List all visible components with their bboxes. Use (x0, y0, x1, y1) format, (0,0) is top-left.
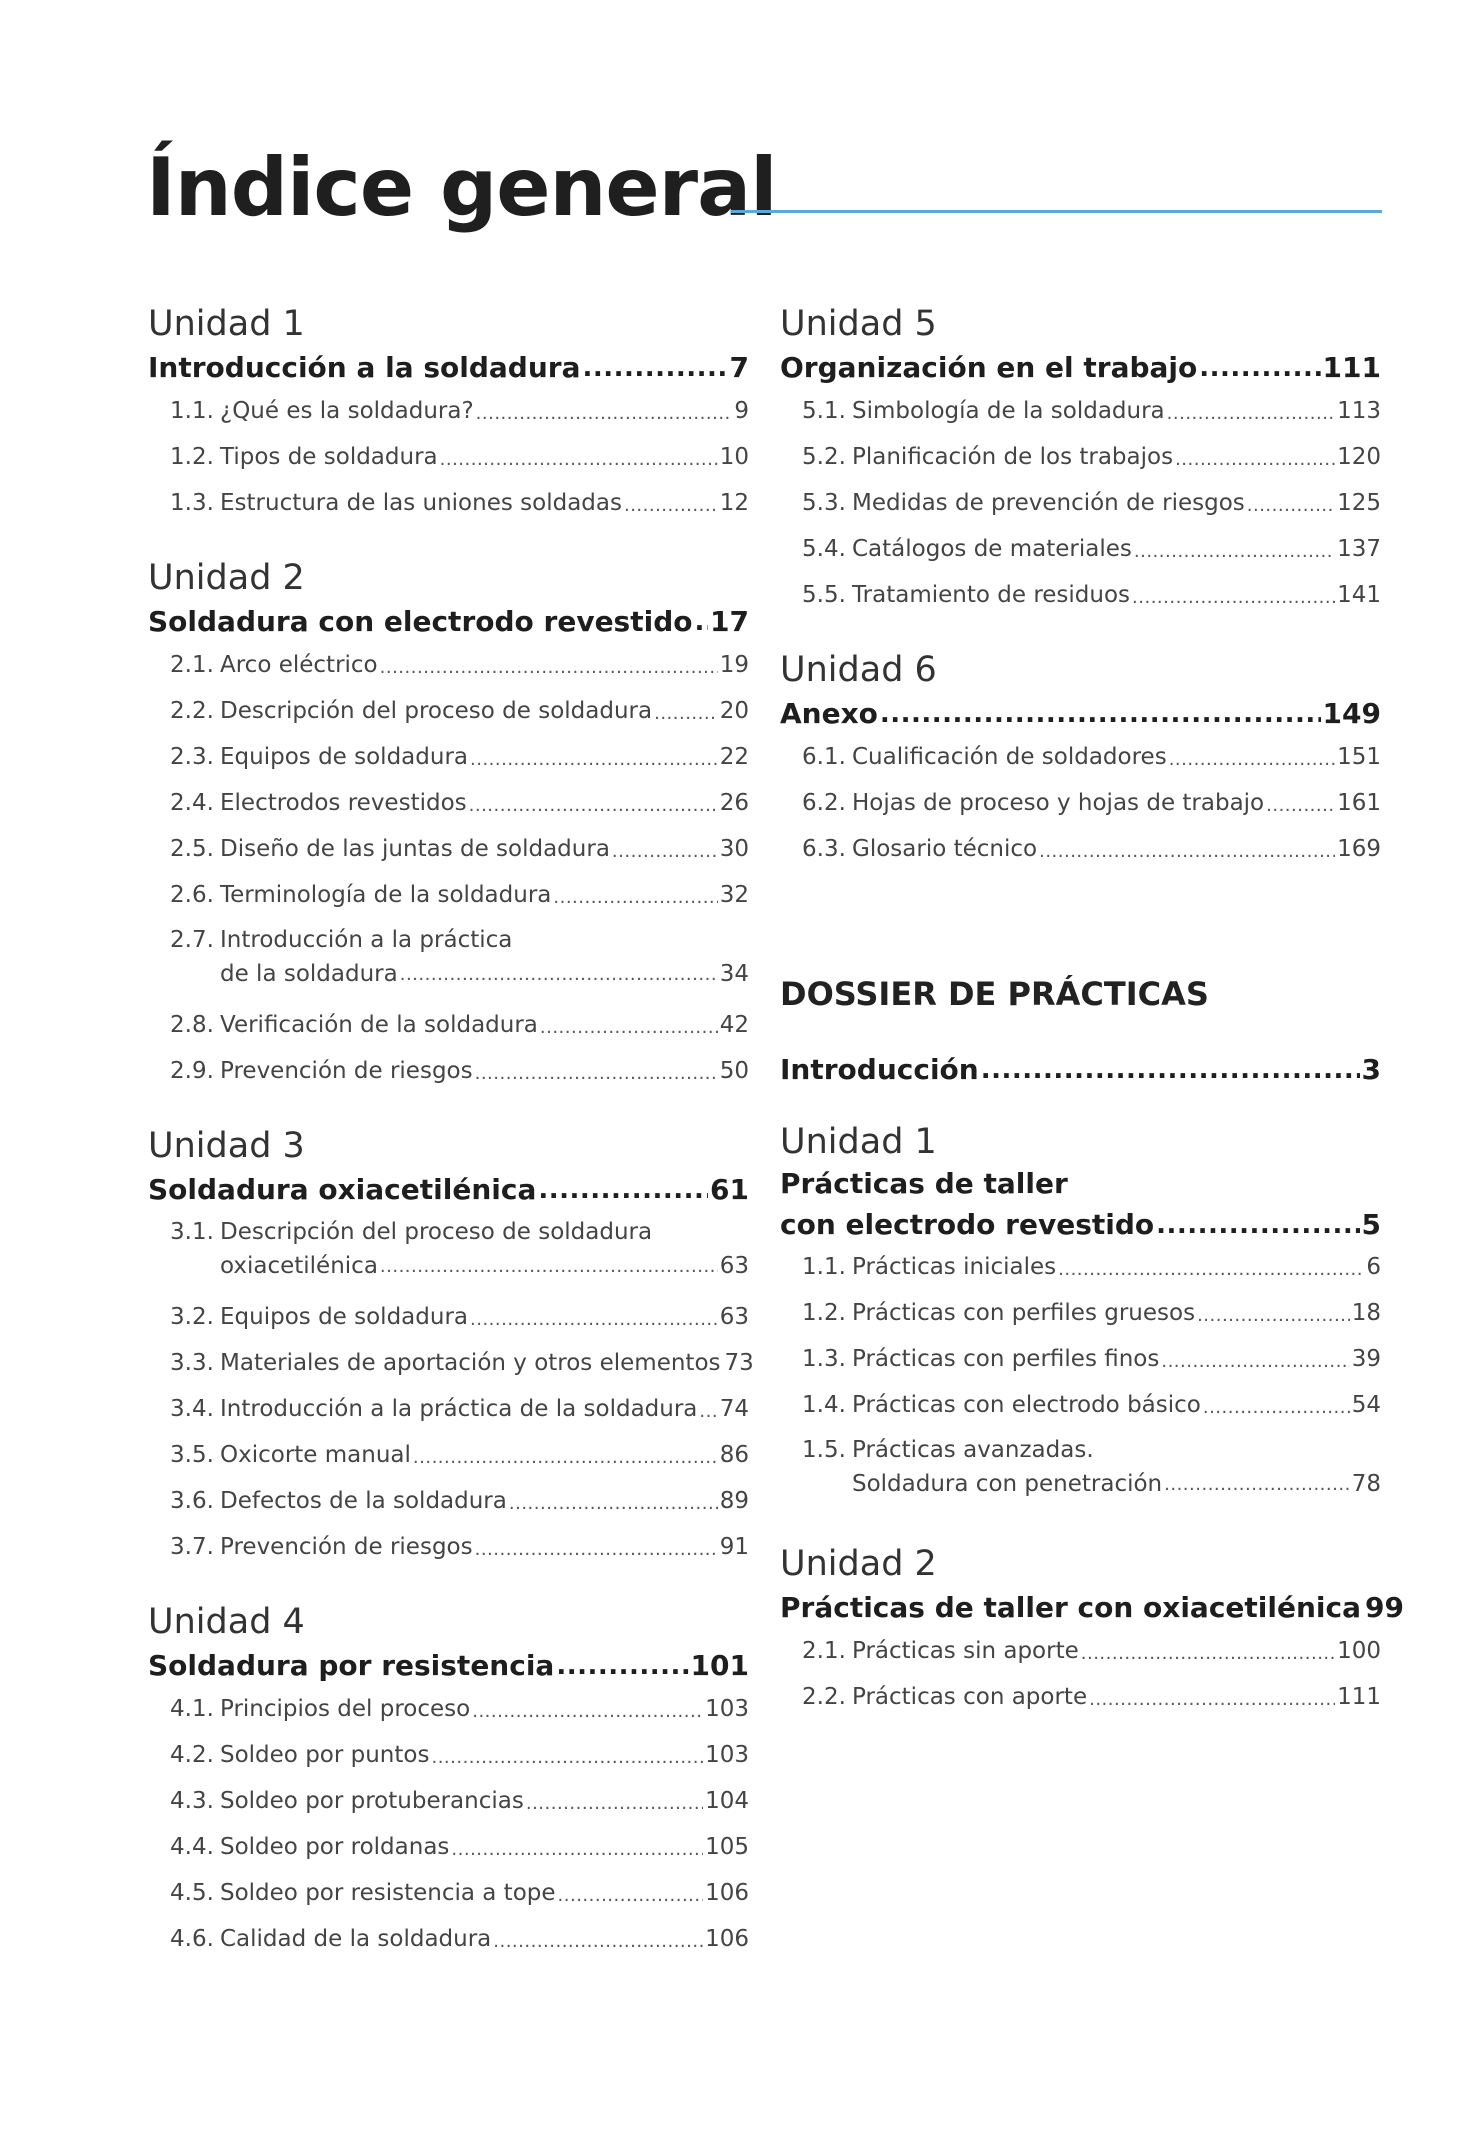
entry-number: 1.3. (802, 1346, 846, 1372)
unit-label: Unidad 5 (780, 304, 937, 344)
entry-number: 2.9. (170, 1058, 214, 1084)
toc-entry[interactable] (148, 1824, 749, 1870)
entry-number: 2.2. (170, 698, 214, 724)
dot-leader (1199, 348, 1320, 388)
dot-leader (380, 1248, 718, 1282)
entry-text: Introducción a la soldadura (148, 351, 581, 384)
entry-number: 2.6. (170, 882, 214, 908)
page-number: 63 (719, 1253, 749, 1279)
entry-text-cont: de la soldadura (220, 961, 398, 987)
entry-number: 4.3. (170, 1788, 214, 1814)
toc-entry[interactable] (780, 1336, 1381, 1382)
page-number: 54 (1351, 1392, 1381, 1418)
page-number: 22 (719, 744, 749, 770)
intro-entry[interactable] (780, 1050, 1381, 1090)
page-number: 103 (705, 1696, 749, 1722)
toc-entry[interactable] (780, 480, 1381, 526)
page-number: 34 (719, 961, 749, 987)
toc-entry[interactable] (780, 434, 1381, 480)
page-number: 42 (719, 1012, 749, 1038)
dot-leader (400, 956, 718, 990)
toc-entry[interactable] (148, 1216, 749, 1282)
toc-entry[interactable] (148, 734, 749, 780)
toc-entry[interactable] (780, 826, 1381, 872)
entry-text: Terminología de la soldadura (220, 882, 552, 908)
page-number: 74 (719, 1396, 749, 1422)
page-number: 106 (705, 1926, 749, 1952)
entry-number: 6.2. (802, 790, 846, 816)
toc-entry[interactable] (148, 434, 749, 480)
page-number: 3 (1361, 1053, 1381, 1086)
chapter-entry[interactable] (780, 348, 1381, 388)
page-number: 17 (710, 605, 749, 638)
toc-entry[interactable] (148, 1686, 749, 1732)
dot-leader (470, 1294, 718, 1340)
toc-entry[interactable] (780, 388, 1381, 434)
toc-entry[interactable] (148, 480, 749, 526)
toc-entry[interactable] (780, 1434, 1381, 1500)
page-number: 89 (719, 1488, 749, 1514)
dot-leader (451, 1824, 703, 1870)
entry-number: 2.4. (170, 790, 214, 816)
toc-entry[interactable] (148, 872, 749, 918)
entry-text: Estructura de las uniones soldadas (220, 490, 622, 516)
toc-entry[interactable] (780, 1628, 1381, 1674)
page-number: 169 (1337, 836, 1381, 862)
toc-entry[interactable] (780, 780, 1381, 826)
dot-leader (1161, 1336, 1349, 1382)
chapter-entry[interactable] (148, 1646, 749, 1686)
dot-leader (612, 826, 718, 872)
entry-number: 2.2. (802, 1684, 846, 1710)
entry-number: 2.5. (170, 836, 214, 862)
entry-number: 2.1. (802, 1638, 846, 1664)
page-number: 5 (1361, 1208, 1381, 1241)
entry-text: Cualificación de soldadores (852, 744, 1167, 770)
entry-text: Calidad de la soldadura (220, 1926, 492, 1952)
entry-text: Anexo (780, 697, 878, 730)
page-number: 99 (1365, 1591, 1404, 1624)
toc-entry[interactable] (148, 826, 749, 872)
entry-number: 4.4. (170, 1834, 214, 1860)
entry-number: 2.7. (170, 927, 214, 953)
entry-number: 5.3. (802, 490, 846, 516)
dot-leader (553, 872, 717, 918)
entry-number: 1.2. (170, 444, 214, 470)
entry-text: Equipos de soldadura (220, 744, 468, 770)
entry-text: Electrodos revestidos (220, 790, 467, 816)
entry-number: 5.4. (802, 536, 846, 562)
dot-leader (1039, 826, 1335, 872)
page-number: 104 (705, 1788, 749, 1814)
dot-leader (1058, 1244, 1364, 1290)
entry-text: Verificación de la soldadura (220, 1012, 538, 1038)
dot-leader (1081, 1628, 1335, 1674)
unit-label: Unidad 1 (148, 304, 305, 344)
unit-block (148, 554, 749, 1094)
chapter-entry[interactable] (148, 602, 749, 642)
entry-text: Prácticas iniciales (852, 1254, 1057, 1280)
toc-entry[interactable] (148, 1870, 749, 1916)
entry-text-cont: oxiacetilénica (220, 1253, 378, 1279)
dot-leader (469, 780, 718, 826)
page-number: 151 (1337, 744, 1381, 770)
entry-text: Principios del proceso (220, 1696, 471, 1722)
entry-number: 1.1. (170, 398, 214, 424)
chapter-entry[interactable] (148, 348, 749, 388)
unit-block (148, 1122, 754, 1570)
unit-block (780, 1540, 1404, 1720)
entry-text: Materiales de aportación y otros elementos (220, 1350, 721, 1376)
page-number: 111 (1337, 1684, 1381, 1710)
dot-leader (526, 1778, 703, 1824)
chapter-entry[interactable] (780, 694, 1381, 734)
dot-leader (880, 694, 1321, 734)
dot-leader (413, 1432, 718, 1478)
unit-block (148, 300, 749, 526)
entry-text: Organización en el trabajo (780, 351, 1198, 384)
page-number: 30 (719, 836, 749, 862)
toc-entry[interactable] (148, 1478, 749, 1524)
dot-leader (1203, 1382, 1350, 1428)
dot-leader (475, 1524, 718, 1570)
dot-leader (540, 1002, 718, 1048)
chapter-title: Prácticas de taller (780, 1167, 1068, 1200)
dot-leader (1134, 526, 1335, 572)
entry-text: Soldadura por resistencia (148, 1649, 555, 1682)
entry-text: Prácticas con perfiles finos (852, 1346, 1160, 1372)
page-number: 111 (1322, 351, 1381, 384)
entry-text: Equipos de soldadura (220, 1304, 468, 1330)
entry-number: 4.6. (170, 1926, 214, 1952)
chapter-entry[interactable] (780, 1588, 1404, 1628)
dot-leader (475, 1048, 718, 1094)
entry-text: Defectos de la soldadura (220, 1488, 507, 1514)
page-number: 10 (719, 444, 749, 470)
entry-text: Prevención de riesgos (220, 1534, 473, 1560)
entry-number: 3.6. (170, 1488, 214, 1514)
entry-text: Introducción a la práctica de la soldadura (220, 1396, 698, 1422)
dot-leader (1156, 1204, 1359, 1244)
entry-text: Introducción (780, 1053, 979, 1086)
entry-text: Soldeo por puntos (220, 1742, 430, 1768)
toc-entry[interactable] (148, 1432, 749, 1478)
entry-number: 1.5. (802, 1437, 846, 1463)
entry-number: 6.1. (802, 744, 846, 770)
entry-text: Prevención de riesgos (220, 1058, 473, 1084)
entry-text: Soldadura con electrodo revestido (148, 605, 693, 638)
toc-entry[interactable] (148, 1002, 749, 1048)
dot-leader (694, 602, 708, 642)
entry-text: Prácticas sin aporte (852, 1638, 1079, 1664)
toc-entry[interactable] (148, 1048, 749, 1094)
dot-leader (1175, 434, 1335, 480)
page-number: 91 (719, 1534, 749, 1560)
dossier-title: DOSSIER DE PRÁCTICAS (780, 975, 1209, 1013)
entry-text: Soldadura oxiacetilénica (148, 1173, 537, 1206)
entry-text: Tratamiento de residuos (852, 582, 1131, 608)
page-number: 103 (705, 1742, 749, 1768)
dot-leader (1266, 780, 1335, 826)
unit-block (148, 1598, 749, 1962)
entry-text: Descripción del proceso de soldadura (220, 1219, 653, 1245)
page-number: 6 (1366, 1254, 1381, 1280)
entry-number: 1.2. (802, 1300, 846, 1326)
entry-number: 3.4. (170, 1396, 214, 1422)
entry-text: ¿Qué es la soldadura? (220, 398, 474, 424)
toc-entry[interactable] (148, 1340, 754, 1386)
right-column (780, 300, 1404, 1720)
page-number: 7 (729, 351, 749, 384)
dot-leader (476, 388, 733, 434)
unit-block (780, 300, 1381, 618)
page-number: 73 (724, 1350, 754, 1376)
entry-text: Prácticas con aporte (852, 1684, 1088, 1710)
page-number: 32 (719, 882, 749, 908)
page-number: 161 (1337, 790, 1381, 816)
entry-text: Catálogos de materiales (852, 536, 1132, 562)
page-number: 86 (719, 1442, 749, 1468)
toc-entry[interactable] (148, 688, 749, 734)
page-number: 26 (719, 790, 749, 816)
dot-leader (654, 688, 718, 734)
dot-leader (440, 434, 718, 480)
entry-text: Hojas de proceso y hojas de trabajo (852, 790, 1265, 816)
entry-text-cont: Soldadura con penetración (852, 1471, 1163, 1497)
dot-leader (538, 1170, 708, 1210)
page-number: 63 (719, 1304, 749, 1330)
dot-leader (1164, 1466, 1350, 1500)
toc-entry[interactable] (780, 734, 1381, 780)
page-number: 78 (1351, 1471, 1381, 1497)
entry-number: 3.5. (170, 1442, 214, 1468)
dot-leader (472, 1686, 703, 1732)
entry-text: Glosario técnico (852, 836, 1038, 862)
dot-leader (624, 480, 718, 526)
entry-text: Soldeo por protuberancias (220, 1788, 524, 1814)
dot-leader (493, 1916, 703, 1962)
dot-leader (470, 734, 718, 780)
entry-number: 3.3. (170, 1350, 214, 1376)
unit-label: Unidad 3 (148, 1126, 305, 1166)
page-number: 105 (705, 1834, 749, 1860)
page-number: 137 (1337, 536, 1381, 562)
dot-leader (582, 348, 727, 388)
entry-text: Prácticas con perfiles gruesos (852, 1300, 1196, 1326)
entry-number: 3.2. (170, 1304, 214, 1330)
entry-number: 1.3. (170, 490, 214, 516)
toc-entry[interactable] (148, 1386, 749, 1432)
page-number: 50 (719, 1058, 749, 1084)
page-number: 141 (1337, 582, 1381, 608)
entry-number: 4.2. (170, 1742, 214, 1768)
entry-number: 1.1. (802, 1254, 846, 1280)
dot-leader (509, 1478, 718, 1524)
entry-number: 2.3. (170, 744, 214, 770)
page-number: 20 (719, 698, 749, 724)
chapter-entry[interactable] (148, 1170, 749, 1210)
dot-leader (1247, 480, 1335, 526)
page-number: 101 (690, 1649, 749, 1682)
dot-leader (1132, 572, 1335, 618)
unit-label: Unidad 2 (148, 558, 305, 598)
dot-leader (1089, 1674, 1335, 1720)
entry-text: Introducción a la práctica (220, 927, 513, 953)
page-number: 113 (1337, 398, 1381, 424)
dot-leader (1197, 1290, 1350, 1336)
toc-entry[interactable] (148, 1732, 749, 1778)
entry-number: 5.2. (802, 444, 846, 470)
page-number: 61 (710, 1173, 749, 1206)
page-number: 125 (1337, 490, 1381, 516)
title-rule (731, 210, 1382, 213)
entry-text: Prácticas con electrodo básico (852, 1392, 1201, 1418)
entry-number: 2.1. (170, 652, 214, 678)
toc-entry[interactable] (780, 1382, 1381, 1428)
dot-leader (380, 642, 718, 688)
toc-entry[interactable] (148, 1778, 749, 1824)
toc-entry[interactable] (148, 780, 749, 826)
entry-number: 1.4. (802, 1392, 846, 1418)
toc-entry[interactable] (148, 1524, 749, 1570)
entry-number: 3.7. (170, 1534, 214, 1560)
unit-label: Unidad 2 (780, 1544, 937, 1584)
unit-block (780, 1118, 1381, 1500)
entry-number: 5.1. (802, 398, 846, 424)
dot-leader (1169, 734, 1335, 780)
toc-entry[interactable] (780, 1674, 1381, 1720)
dot-leader (1167, 388, 1335, 434)
page-number: 120 (1337, 444, 1381, 470)
entry-text: Prácticas de taller con oxiacetilénica (780, 1591, 1361, 1624)
entry-text: Oxicorte manual (220, 1442, 411, 1468)
dot-leader (699, 1386, 717, 1432)
entry-text: Diseño de las juntas de soldadura (220, 836, 610, 862)
toc-entry[interactable] (780, 1290, 1381, 1336)
entry-number: 5.5. (802, 582, 846, 608)
entry-number: 3.1. (170, 1219, 214, 1245)
entry-text: Simbología de la soldadura (852, 398, 1165, 424)
entry-text: Planificación de los trabajos (852, 444, 1174, 470)
toc-entry[interactable] (780, 526, 1381, 572)
unit-label: Unidad 4 (148, 1602, 305, 1642)
page-number: 9 (734, 398, 749, 424)
page-title: Índice general (146, 141, 777, 234)
toc-entry[interactable] (148, 1294, 749, 1340)
unit-label: Unidad 1 (780, 1122, 937, 1162)
dot-leader (556, 1646, 688, 1686)
entry-text: Medidas de prevención de riesgos (852, 490, 1245, 516)
chapter-entry[interactable] (780, 1166, 1381, 1244)
page-number: 100 (1337, 1638, 1381, 1664)
toc-entry[interactable] (780, 572, 1381, 618)
page-number: 106 (705, 1880, 749, 1906)
entry-text: Soldeo por resistencia a tope (220, 1880, 556, 1906)
entry-text: Tipos de soldadura (220, 444, 438, 470)
toc-entry[interactable] (148, 1916, 749, 1962)
left-column (148, 300, 754, 1962)
entry-number: 6.3. (802, 836, 846, 862)
toc-entry[interactable] (148, 388, 749, 434)
unit-label: Unidad 6 (780, 650, 937, 690)
page-number: 149 (1322, 697, 1381, 730)
toc-entry[interactable] (148, 924, 749, 990)
page-number: 39 (1351, 1346, 1381, 1372)
dot-leader (981, 1050, 1360, 1090)
entry-number: 4.5. (170, 1880, 214, 1906)
entry-number: 4.1. (170, 1696, 214, 1722)
dot-leader (558, 1870, 704, 1916)
toc-entry[interactable] (780, 1244, 1381, 1290)
chapter-title-cont: con electrodo revestido (780, 1208, 1155, 1241)
page-number: 18 (1351, 1300, 1381, 1326)
entry-number: 2.8. (170, 1012, 214, 1038)
entry-text: Descripción del proceso de soldadura (220, 698, 653, 724)
toc-entry[interactable] (148, 642, 749, 688)
unit-block (780, 646, 1381, 872)
dot-leader (431, 1732, 703, 1778)
entry-text: Soldeo por roldanas (220, 1834, 450, 1860)
entry-text: Arco eléctrico (220, 652, 378, 678)
entry-text: Prácticas avanzadas. (852, 1437, 1094, 1463)
page-number: 19 (719, 652, 749, 678)
page-number: 12 (719, 490, 749, 516)
